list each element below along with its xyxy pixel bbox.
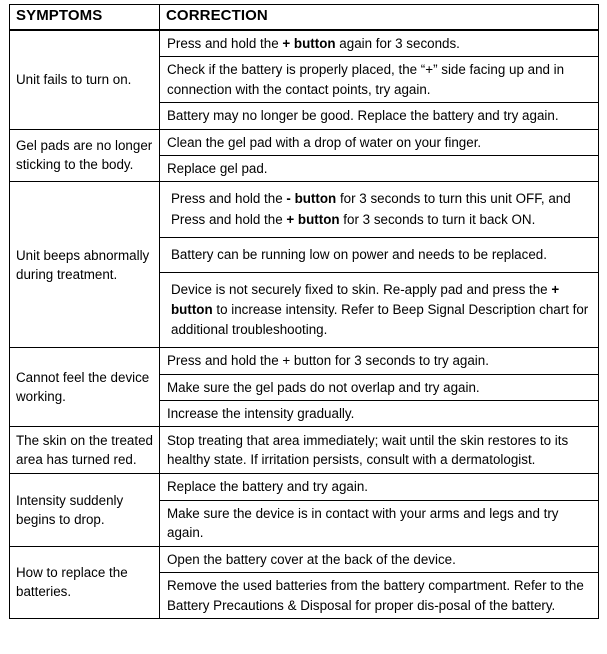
troubleshooting-table [9,4,599,619]
correction-cell [160,182,599,237]
correction-cell [160,272,599,347]
table-row [10,348,599,374]
correction-cell [160,427,599,474]
correction-text: Device is not securely fixed to skin. Re-apply pad and press the [171,281,552,297]
correction-text: for 3 seconds to turn this unit OFF, and Press and hold the [171,191,571,227]
correction-text: Battery may no longer be good. Replace the battery and try again. [167,108,559,124]
table-row [10,427,599,474]
correction-text: Make sure the device is in contact with your arms and legs and try again. [167,505,559,541]
correction-cell [160,129,599,155]
correction-text: Clean the gel pad with a drop of water on your finger. [167,134,482,150]
correction-cell [160,348,599,374]
correction-cell [160,400,599,426]
correction-text: Replace gel pad. [167,160,268,176]
symptom-cell: Unit fails to turn on. [10,30,160,129]
symptom-cell: The skin on the treated area has turned red. [10,427,160,474]
emphasis-text: - button [286,191,337,207]
correction-cell [160,103,599,129]
correction-cell [160,474,599,500]
table-header [10,5,599,30]
column-header-correction: CORRECTION [160,5,599,30]
correction-text: Stop treating that area immediately; wait until the skin restores to its healthy state. If irritation persists, consult with a dermatologist. [167,432,569,468]
correction-text: Remove the used batteries from the battery compartment. Refer to the Battery Precautions & Disposal for proper dis-posal of the battery. [167,578,584,613]
header-row [10,5,599,30]
correction-text: to increase intensity. Refer to Beep Signal Description chart for additional troubleshooting. [171,301,589,337]
column-header-symptoms: SYMPTOMS [10,5,160,30]
symptom-cell: Intensity suddenly begins to drop. [10,474,160,546]
correction-cell [160,57,599,103]
symptom-cell: Unit beeps abnormally during treatment. [10,182,160,348]
symptom-cell: How to replace the batteries. [10,546,160,618]
correction-cell [160,500,599,546]
correction-text: Replace the battery and try again. [167,479,368,495]
correction-text: Make sure the gel pads do not overlap and try again. [167,379,480,395]
table-row [10,474,599,500]
correction-text: Open the battery cover at the back of the device. [167,551,456,567]
correction-cell [160,155,599,181]
emphasis-text: + button [286,211,340,227]
correction-cell [160,237,599,272]
correction-text: Press and hold the + button for 3 seconds to try again. [167,353,489,369]
correction-cell [160,374,599,400]
table-row [10,546,599,572]
correction-text: again for 3 seconds. [335,35,460,51]
table-body [10,30,599,619]
correction-text: Increase the intensity gradually. [167,405,355,421]
correction-cell [160,30,599,57]
correction-cell [160,573,599,619]
correction-text: Press and hold the [171,191,287,207]
correction-text: Battery can be running low on power and needs to be replaced. [171,246,547,262]
table-row [10,30,599,57]
correction-text: for 3 seconds to turn it back ON. [339,211,536,227]
correction-cell [160,546,599,572]
correction-text: Press and hold the [167,35,283,51]
emphasis-text: + button [171,281,560,317]
symptom-cell: Cannot feel the device working. [10,348,160,427]
symptom-cell: Gel pads are no longer sticking to the body. [10,129,160,182]
correction-text: Check if the battery is properly placed, the “+” side facing up and in connection with the contact points, try again. [167,62,565,97]
table-row [10,182,599,237]
table-row [10,129,599,155]
emphasis-text: + button [282,35,336,51]
